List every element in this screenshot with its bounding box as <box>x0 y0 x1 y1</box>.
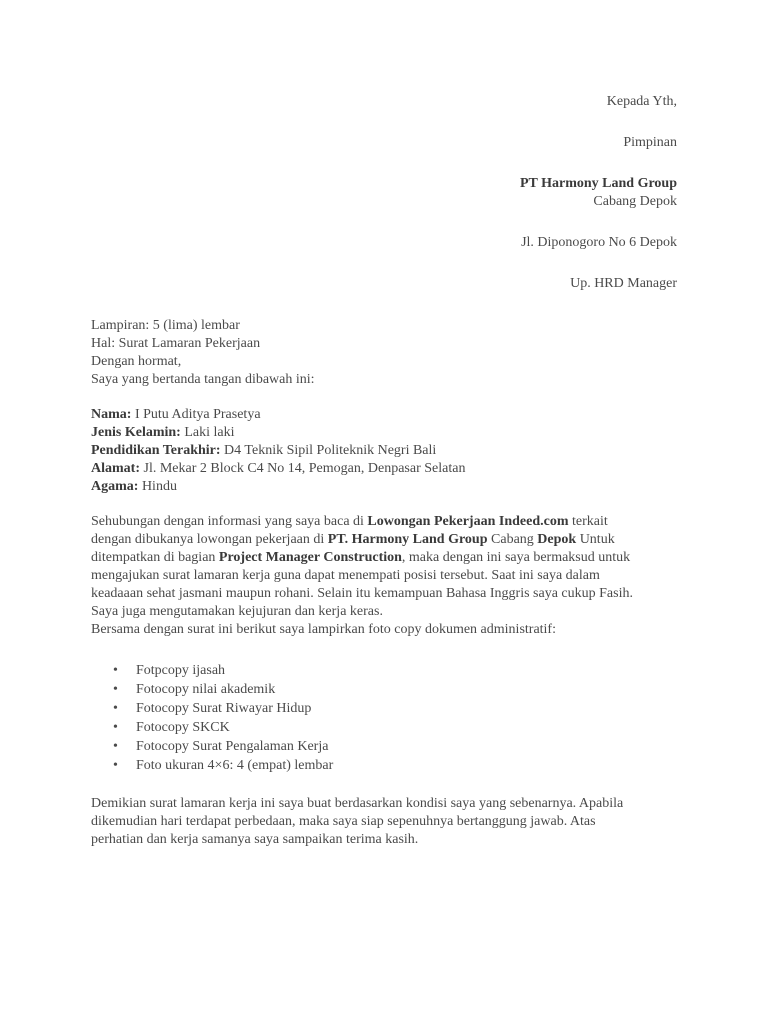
bullet-icon: • <box>113 682 118 697</box>
detail-religion <box>91 478 691 496</box>
closing-paragraph <box>91 795 681 849</box>
paragraph-line: Bersama dengan surat ini berikut saya lampirkan foto copy dokumen administratif: <box>91 622 556 637</box>
bullet-icon: • <box>113 758 118 773</box>
main-paragraph <box>91 513 681 639</box>
detail-education <box>91 442 691 460</box>
paragraph-line: keadaaan sehat jasmani maupun rohani. Selain itu kemampuan Bahasa Inggris saya cukup Fasih. <box>91 586 633 601</box>
detail-name-value: I Putu Aditya Prasetya <box>131 407 261 422</box>
intro-line: Saya yang bertanda tangan dibawah ini: <box>91 372 315 387</box>
detail-religion-label: Agama: <box>91 479 139 494</box>
detail-gender-value: Laki laki <box>180 425 235 440</box>
list-item-text: Fotocopy nilai akademik <box>136 682 276 697</box>
text-run: , maka dengan ini saya bermaksud untuk <box>401 550 631 565</box>
applicant-details <box>91 406 691 496</box>
detail-address-value: Jl. Mekar 2 Block C4 No 14, Pemogan, Denpasar Selatan <box>140 461 466 476</box>
subject-line: Hal: Surat Lamaran Pekerjaan <box>91 336 261 351</box>
list-item-text: Foto ukuran 4×6: 4 (empat) lembar <box>136 758 334 773</box>
bullet-icon: • <box>113 720 118 735</box>
recipient-title: Pimpinan <box>623 135 677 150</box>
attachment-list <box>91 661 691 775</box>
text-run: terkait <box>568 514 608 529</box>
recipient-company: PT Harmony Land Group <box>519 176 677 191</box>
list-item <box>91 661 691 680</box>
bullet-icon: • <box>113 663 118 678</box>
bullet-icon: • <box>113 739 118 754</box>
detail-name <box>91 406 691 424</box>
text-run: Untuk <box>576 532 615 547</box>
recipient-attention: Up. HRD Manager <box>570 276 677 291</box>
list-item-text: Fotpcopy ijasah <box>136 663 226 678</box>
detail-address <box>91 460 691 478</box>
bullet-icon: • <box>113 701 118 716</box>
paragraph-line <box>91 531 681 549</box>
list-item <box>91 718 691 737</box>
recipient-salutation: Kepada Yth, <box>606 94 677 109</box>
paragraph-line: mengajukan surat lamaran kerja guna dapat menempati posisi tersebut. Saat ini saya dalam <box>91 568 600 583</box>
closing-line: perhatian dan kerja samanya saya sampaikan terima kasih. <box>91 832 419 847</box>
text-run: ditempatkan di bagian <box>91 550 219 565</box>
detail-education-label: Pendidikan Terakhir: <box>91 443 221 458</box>
list-item-text: Fotocopy Surat Pengalaman Kerja <box>136 739 329 754</box>
recipient-block <box>177 93 677 293</box>
text-run: dengan dibukanya lowongan pekerjaan di <box>91 532 328 547</box>
list-item-text: Fotocopy SKCK <box>136 720 230 735</box>
letter-body <box>91 317 691 849</box>
detail-gender-label: Jenis Kelamin: <box>91 425 181 440</box>
job-source: Lowongan Pekerjaan Indeed.com <box>367 514 569 529</box>
text-run: Sehubungan dengan informasi yang saya baca di <box>91 514 368 529</box>
company-name: PT. Harmony Land Group <box>327 532 488 547</box>
lampiran-line: Lampiran: 5 (lima) lembar <box>91 318 240 333</box>
detail-religion-value: Hindu <box>138 479 177 494</box>
paragraph-line <box>91 549 681 567</box>
detail-gender <box>91 424 691 442</box>
closing-line: dikemudian hari terdapat perbedaan, maka saya siap sepenuhnya bertanggung jawab. Atas <box>91 814 596 829</box>
branch-name: Depok <box>537 532 577 547</box>
closing-line: Demikian surat lamaran kerja ini saya buat berdasarkan kondisi saya yang sebenarnya. Apabila <box>91 796 624 811</box>
paragraph-line: Saya juga mengutamakan kejujuran dan kerja keras. <box>91 604 383 619</box>
detail-name-label: Nama: <box>91 407 132 422</box>
list-item <box>91 699 691 718</box>
paragraph-line <box>91 513 681 531</box>
list-item <box>91 680 691 699</box>
detail-address-label: Alamat: <box>91 461 140 476</box>
greeting-line: Dengan hormat, <box>91 354 182 369</box>
position-name: Project Manager Construction <box>218 550 402 565</box>
list-item <box>91 756 691 775</box>
recipient-address: Jl. Diponogoro No 6 Depok <box>521 235 677 250</box>
list-item <box>91 737 691 756</box>
recipient-branch: Cabang Depok <box>593 194 677 209</box>
detail-education-value: D4 Teknik Sipil Politeknik Negri Bali <box>220 443 437 458</box>
list-item-text: Fotocopy Surat Riwayar Hidup <box>136 701 312 716</box>
text-run: Cabang <box>487 532 538 547</box>
